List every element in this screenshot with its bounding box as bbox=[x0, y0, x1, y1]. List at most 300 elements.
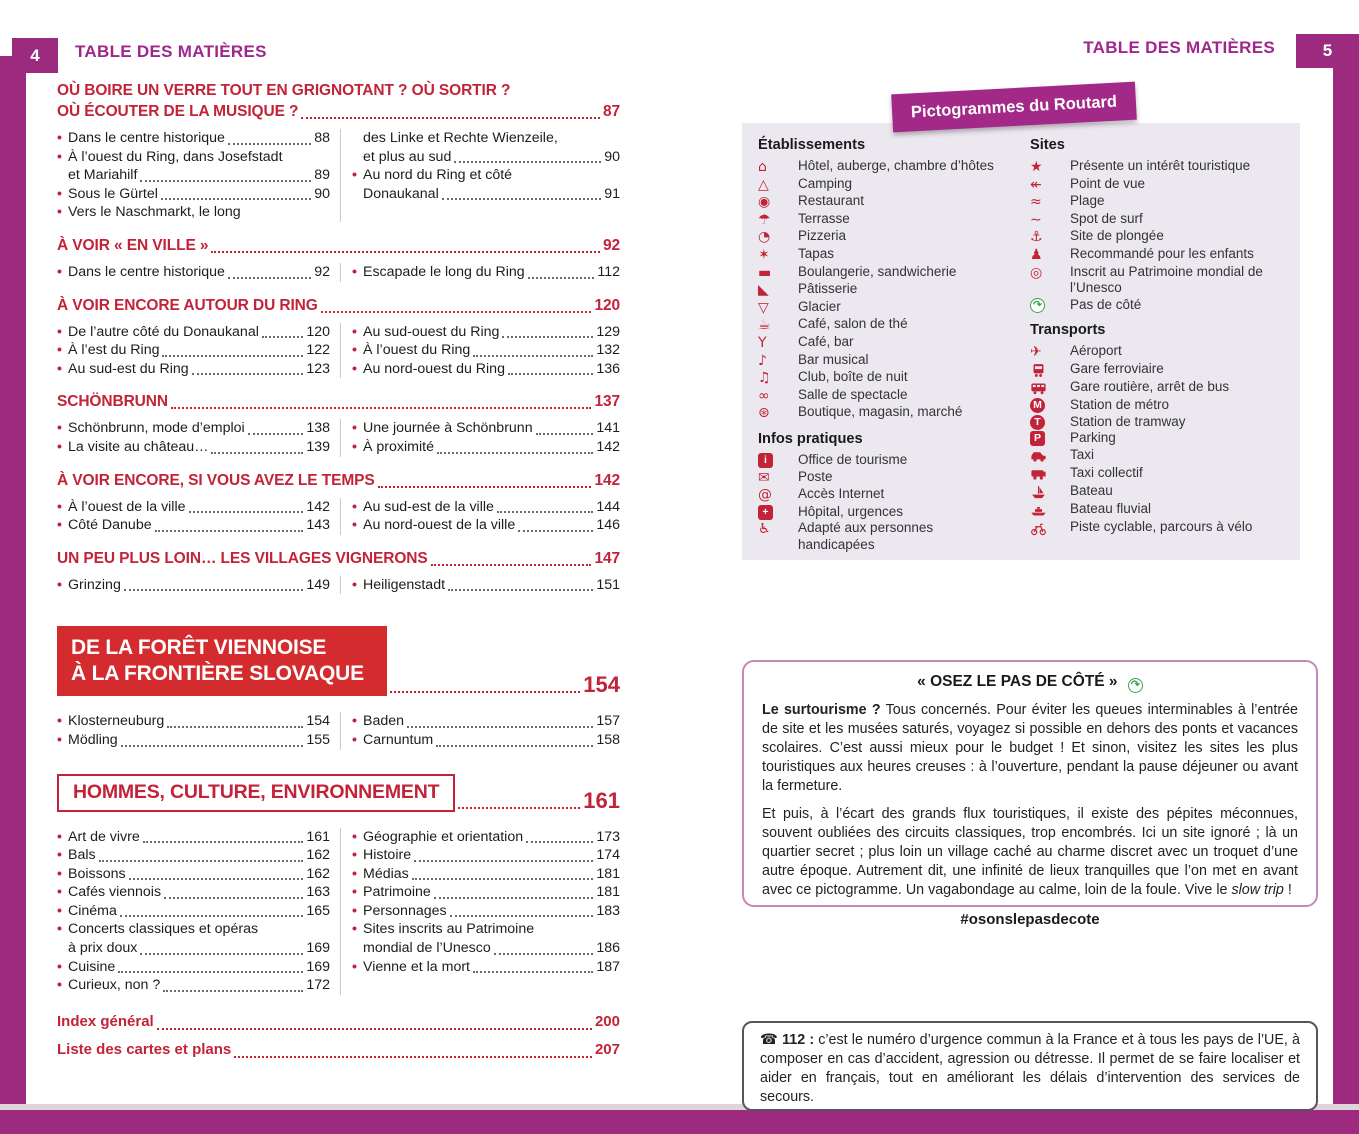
toc-column-right bbox=[340, 828, 620, 995]
dotted-leader bbox=[390, 691, 580, 693]
legend-item-label: Site de plongée bbox=[1070, 228, 1164, 244]
pas-de-cote-icon: ↷ bbox=[1128, 678, 1143, 693]
legend-item bbox=[1030, 297, 1284, 314]
toc-entry bbox=[57, 148, 330, 167]
legend-item-label: Plage bbox=[1070, 193, 1105, 209]
outlined-chapter-row bbox=[57, 774, 620, 812]
bullet: • bbox=[57, 713, 62, 730]
legend-item-label: Camping bbox=[798, 175, 853, 191]
bullet: • bbox=[57, 204, 62, 221]
legend-item-label: Présente un intérêt touristique bbox=[1070, 158, 1251, 173]
toc-entry bbox=[352, 498, 620, 517]
legend-columns bbox=[758, 137, 1284, 562]
cafe-bar-icon: Y bbox=[758, 334, 767, 351]
legend-item-label: Café, bar bbox=[798, 333, 854, 349]
dotted-leader bbox=[448, 589, 593, 591]
bullet: • bbox=[57, 921, 62, 938]
legend-item bbox=[758, 281, 1018, 299]
toc-heading-title: À VOIR « EN VILLE » bbox=[57, 236, 209, 254]
legend-ribbon: Pictogrammes du Routard bbox=[891, 82, 1137, 133]
legend-item bbox=[1030, 246, 1284, 264]
bullet: • bbox=[352, 342, 357, 359]
toc-entry bbox=[352, 129, 620, 148]
dotted-leader bbox=[301, 117, 600, 119]
taxi-collectif-icon bbox=[1030, 465, 1070, 483]
feature-chapter bbox=[57, 626, 620, 749]
entry-label: Dans le centre historique bbox=[68, 263, 225, 280]
legend-item bbox=[758, 246, 1018, 264]
toc-entry bbox=[57, 419, 330, 438]
toc-entry bbox=[57, 731, 330, 750]
entry-page: 151 bbox=[596, 576, 620, 593]
bullet: • bbox=[57, 323, 62, 340]
dotted-leader bbox=[494, 953, 594, 955]
entry-label: Heiligenstadt bbox=[363, 576, 446, 593]
legend-item bbox=[1030, 447, 1284, 465]
bullet: • bbox=[352, 438, 357, 455]
entry-label: Au sud-ouest du Ring bbox=[363, 323, 500, 340]
paragraph-text: Et puis, à l’écart des grands flux touristiques, il existe des pépites méconnues, souvent oubliées des circuits classiques, trop encombrés. Ici un site ignoré ; là un quartier secret ; plus loin un village caché au charme discret avec un troquet d’une autre époque. Autrement dit, une infinité de lieux tranquilles que l’on met en avant avec ce pictogramme. Un vagabondage au calme, loin de la foule. Vive le bbox=[762, 806, 1298, 898]
toc-heading-row bbox=[57, 391, 620, 412]
toc-section-heading bbox=[57, 295, 620, 316]
entry-page: 129 bbox=[596, 323, 620, 340]
entry-page: 146 bbox=[596, 517, 620, 534]
legend-item-label: Accès Internet bbox=[798, 486, 885, 502]
entry-label: Histoire bbox=[363, 847, 412, 864]
dotted-leader bbox=[436, 745, 593, 747]
emergency-text: c’est le numéro d’urgence commun à la France et à tous les pays de l’UE, à composer en cas d’accident, agression ou détresse. Il permet de se faire localiser et aider en français, tout en améliorant les délais d’intervention des services de secours. bbox=[760, 1032, 1300, 1105]
legend-item-label: Restaurant bbox=[798, 193, 865, 209]
toc-entry bbox=[352, 731, 620, 750]
feature-entry-columns bbox=[57, 712, 620, 749]
entry-page: 161 bbox=[306, 828, 330, 845]
bullet: • bbox=[352, 498, 357, 515]
entry-label: Donaukanal bbox=[363, 185, 439, 202]
legend-item bbox=[758, 369, 1018, 387]
legend-item bbox=[758, 334, 1018, 352]
toc-heading-page: 87 bbox=[602, 103, 620, 120]
legend-group bbox=[758, 431, 1018, 554]
legend-item bbox=[758, 387, 1018, 405]
entry-page: 142 bbox=[596, 438, 620, 455]
entry-page: 162 bbox=[306, 847, 330, 864]
feature-chapter-page: 154 bbox=[583, 672, 620, 698]
toc-heading-row bbox=[57, 548, 620, 569]
toc-section bbox=[57, 470, 620, 535]
dotted-leader bbox=[412, 878, 594, 880]
entry-label: La visite au château… bbox=[68, 438, 209, 455]
bullet: • bbox=[352, 420, 357, 437]
entry-page: 181 bbox=[596, 884, 620, 901]
entry-label: Boissons bbox=[68, 865, 126, 882]
toc-column-right bbox=[340, 498, 620, 535]
legend-item-label: Recommandé pour les enfants bbox=[1070, 245, 1254, 261]
entry-label: mondial de l’Unesco bbox=[363, 940, 491, 957]
dotted-leader bbox=[162, 355, 303, 357]
pas-de-cote-icon: ↷ bbox=[1030, 297, 1070, 313]
toc-entry bbox=[352, 920, 620, 939]
dotted-leader bbox=[248, 433, 304, 435]
legend-item bbox=[758, 520, 1018, 553]
dotted-leader bbox=[118, 971, 303, 973]
toc-entry-columns bbox=[57, 576, 620, 595]
legend-item bbox=[1030, 228, 1284, 246]
paragraph-text: Tous concernés. Pour éviter les queues interminables à l’entrée de site et les musées saturés, voyagez si possible en dehors des ponts et vacances scolaires. C’est aussi mieux pour le budget ! Et sinon, visitez les sites les plus touristiques aux heures creuses : à l’ouverture, pendant la pause déjeuner ou avant la fermeture. bbox=[762, 702, 1298, 794]
legend-group-heading: Infos pratiques bbox=[758, 430, 863, 447]
bar-musical-icon: ♪ bbox=[758, 352, 767, 369]
glacier-icon: ▽ bbox=[758, 299, 769, 316]
legend-item-label: Salle de spectacle bbox=[798, 386, 908, 402]
toc-column-left bbox=[57, 129, 340, 222]
toc-entry bbox=[57, 185, 330, 204]
bullet: • bbox=[352, 921, 357, 938]
dotted-leader bbox=[473, 355, 593, 357]
legend-item bbox=[1030, 343, 1284, 361]
entry-page: 91 bbox=[604, 185, 620, 202]
entry-label: Carnuntum bbox=[363, 731, 434, 748]
legend-item bbox=[1030, 264, 1284, 297]
toc-entry-columns bbox=[57, 263, 620, 282]
bullet: • bbox=[57, 130, 62, 146]
right-edge-bar bbox=[1333, 52, 1359, 1134]
entry-label: Sous le Gürtel bbox=[68, 185, 158, 202]
toc-entry bbox=[352, 341, 620, 360]
toc-heading-title: SCHÖNBRUNN bbox=[57, 393, 168, 411]
toc-entry bbox=[57, 576, 330, 595]
legend-item-label: Piste cyclable, parcours à vélo bbox=[1070, 518, 1253, 534]
toc-heading-title: À VOIR ENCORE, SI VOUS AVEZ LE TEMPS bbox=[57, 471, 375, 489]
entry-page: 169 bbox=[306, 958, 330, 975]
entry-page: 123 bbox=[306, 360, 330, 377]
legend-item-label: Bar musical bbox=[798, 351, 869, 367]
legend-item-label: Hôtel, auberge, chambre d’hôtes bbox=[798, 158, 994, 173]
entry-page: 122 bbox=[306, 342, 330, 359]
bullet: • bbox=[352, 847, 357, 864]
toc-section-heading bbox=[57, 235, 620, 256]
entry-label: Concerts classiques et opéras bbox=[68, 921, 259, 938]
entry-page: 154 bbox=[306, 713, 330, 730]
legend-item-label: Pas de côté bbox=[1070, 296, 1142, 312]
legend-item bbox=[758, 193, 1018, 211]
legend-item bbox=[1030, 379, 1284, 397]
legend-item-label: Pâtisserie bbox=[798, 281, 858, 297]
dotted-leader bbox=[536, 433, 594, 435]
toc-column-right bbox=[340, 129, 620, 222]
entry-label: Médias bbox=[363, 865, 409, 882]
toc-entry bbox=[352, 712, 620, 731]
bullet: • bbox=[352, 828, 357, 845]
entry-page: 169 bbox=[306, 940, 330, 957]
legend-group-heading: Sites bbox=[1030, 137, 1065, 153]
entry-page: 165 bbox=[306, 902, 330, 919]
entry-page: 183 bbox=[596, 902, 620, 919]
entry-label: Schönbrunn, mode d’emploi bbox=[68, 420, 245, 437]
bullet: • bbox=[57, 902, 62, 919]
entry-page: 187 bbox=[596, 958, 620, 975]
gare-ferroviaire-icon bbox=[1030, 361, 1070, 379]
entry-label: Vers le Naschmarkt, le long bbox=[68, 204, 241, 221]
legend-item bbox=[758, 504, 1018, 521]
bateau-icon bbox=[1030, 483, 1070, 501]
entry-label: À l’ouest du Ring, dans Josefstadt bbox=[68, 148, 283, 165]
entry-page: 141 bbox=[596, 420, 620, 437]
toc-entry bbox=[352, 148, 620, 167]
patisserie-icon: ◣ bbox=[758, 282, 769, 299]
bullet: • bbox=[352, 323, 357, 340]
toc-column-left bbox=[57, 828, 340, 995]
toc-column-right bbox=[340, 263, 620, 282]
bullet: • bbox=[57, 438, 62, 455]
dotted-leader bbox=[228, 277, 311, 279]
toc-entry bbox=[352, 576, 620, 595]
entry-page: 144 bbox=[596, 498, 620, 515]
toc-section bbox=[57, 548, 620, 595]
plage-icon: ≈ bbox=[1030, 194, 1042, 211]
bullet: • bbox=[57, 977, 62, 994]
dotted-leader bbox=[211, 452, 303, 454]
entry-page: 136 bbox=[596, 360, 620, 377]
enfants-icon: ♟ bbox=[1030, 246, 1043, 263]
entry-label: Escapade le long du Ring bbox=[363, 263, 525, 280]
entry-label: et plus au sud bbox=[363, 148, 452, 165]
legend-item bbox=[1030, 193, 1284, 211]
toc-column-right bbox=[340, 419, 620, 456]
bullet: • bbox=[57, 498, 62, 515]
entry-label: Au sud-est de la ville bbox=[363, 498, 494, 515]
outlined-chapter bbox=[57, 774, 620, 995]
entry-page: 88 bbox=[314, 130, 330, 146]
entry-label: Patrimoine bbox=[363, 884, 431, 901]
footer-link-row bbox=[57, 1011, 620, 1033]
legend-item bbox=[1030, 501, 1284, 519]
toc-entry bbox=[352, 323, 620, 342]
toc-entry bbox=[57, 341, 330, 360]
bullet: • bbox=[57, 865, 62, 882]
bottom-bar bbox=[0, 1110, 1359, 1134]
dotted-leader bbox=[192, 373, 304, 375]
toc-heading-page: 92 bbox=[602, 236, 620, 254]
legend-item-label: Station de métro bbox=[1070, 396, 1170, 412]
legend-group bbox=[758, 137, 1018, 422]
entry-label: Grinzing bbox=[68, 576, 121, 593]
feature-chapter-title-block bbox=[57, 626, 387, 696]
legend-item bbox=[1030, 211, 1284, 229]
toc-heading-title: UN PEU PLUS LOIN… LES VILLAGES VIGNERONS bbox=[57, 549, 428, 567]
entry-page: 163 bbox=[306, 884, 330, 901]
legend-item bbox=[1030, 397, 1284, 414]
dotted-leader bbox=[450, 915, 594, 917]
paragraph-lead: Le surtourisme ? bbox=[762, 702, 881, 718]
legend-items bbox=[1030, 158, 1284, 313]
legend-item bbox=[758, 211, 1018, 229]
legend-group bbox=[1030, 322, 1284, 536]
toc-entry bbox=[352, 419, 620, 438]
toc-entry-columns bbox=[57, 419, 620, 456]
dotted-leader bbox=[234, 1056, 592, 1058]
toc-entry bbox=[57, 712, 330, 731]
toc-section-heading bbox=[57, 470, 620, 491]
emergency-lead: ☎ 112 : bbox=[760, 1032, 815, 1048]
legend-item bbox=[1030, 176, 1284, 194]
dotted-leader bbox=[163, 990, 303, 992]
toc-section-heading bbox=[57, 80, 620, 122]
legend-item bbox=[758, 299, 1018, 317]
pizzeria-icon: ◔ bbox=[758, 229, 771, 246]
club-icon: ♫ bbox=[758, 370, 771, 387]
dotted-leader bbox=[189, 511, 304, 513]
dotted-leader bbox=[497, 511, 593, 513]
dotted-leader bbox=[508, 373, 593, 375]
outlined-chapter-title: HOMMES, CULTURE, ENVIRONNEMENT bbox=[57, 774, 455, 812]
legend-group-heading: Établissements bbox=[758, 137, 866, 153]
entry-label: Au nord-ouest de la ville bbox=[363, 517, 516, 534]
toc-entry bbox=[352, 516, 620, 535]
toc-entry bbox=[57, 958, 330, 977]
running-head-left: TABLE DES MATIÈRES bbox=[75, 42, 267, 61]
sidestep-title-text: « OSEZ LE PAS DE CÔTÉ » bbox=[917, 673, 1118, 690]
gare-routiere-icon bbox=[1030, 379, 1070, 397]
entry-page: 172 bbox=[306, 977, 330, 994]
feature-chapter-row bbox=[57, 626, 620, 696]
entry-page: 132 bbox=[596, 342, 620, 359]
entry-label: et Mariahilf bbox=[68, 167, 138, 184]
camping-icon: △ bbox=[758, 176, 769, 193]
unesco-icon: ◎ bbox=[1030, 264, 1043, 281]
legend-items bbox=[1030, 343, 1284, 536]
toc-heading-title: À VOIR ENCORE AUTOUR DU RING bbox=[57, 296, 318, 314]
entry-label: Mödling bbox=[68, 731, 118, 748]
entry-page: 155 bbox=[306, 731, 330, 748]
dotted-leader bbox=[321, 311, 592, 313]
bullet: • bbox=[352, 884, 357, 901]
entry-label: Au nord du Ring et côté bbox=[363, 167, 513, 184]
site-plongee-icon: ⚓ bbox=[1030, 229, 1043, 246]
dotted-leader bbox=[526, 841, 593, 843]
entry-label: à prix doux bbox=[68, 940, 138, 957]
entry-page: 174 bbox=[596, 847, 620, 864]
entry-page: 120 bbox=[306, 323, 330, 340]
handicap-icon: ♿ bbox=[758, 521, 771, 538]
toc-column-right bbox=[340, 576, 620, 595]
dotted-leader bbox=[437, 452, 593, 454]
toc-entry bbox=[352, 438, 620, 457]
toc-heading-page: 147 bbox=[594, 549, 620, 567]
toc-entry bbox=[352, 360, 620, 379]
pictogram-legend bbox=[742, 123, 1300, 560]
entry-label: Géographie et orientation bbox=[363, 828, 524, 845]
entry-label: Cafés viennois bbox=[68, 884, 162, 901]
legend-item-label: Gare routière, arrêt de bus bbox=[1070, 378, 1230, 394]
legend-item-label: Spot de surf bbox=[1070, 210, 1143, 226]
point-de-vue-icon: ↞ bbox=[1030, 176, 1042, 193]
legend-item-label: Taxi bbox=[1070, 446, 1095, 462]
toc-column-left bbox=[57, 712, 340, 749]
salle-spectacle-icon: ∞ bbox=[758, 387, 770, 404]
dotted-leader bbox=[414, 860, 593, 862]
toc-column-right bbox=[340, 712, 620, 749]
legend-item-label: Tapas bbox=[798, 245, 835, 261]
legend-item bbox=[758, 176, 1018, 194]
toc-entry bbox=[352, 939, 620, 958]
legend-item bbox=[758, 352, 1018, 370]
entry-page: 186 bbox=[596, 940, 620, 957]
legend-item-label: Boulangerie, sandwicherie bbox=[798, 263, 957, 279]
legend-item-label: Point de vue bbox=[1070, 175, 1146, 191]
bullet: • bbox=[57, 342, 62, 359]
entry-label: Cuisine bbox=[68, 958, 116, 975]
toc-entry bbox=[57, 902, 330, 921]
toc-entry bbox=[352, 883, 620, 902]
entry-label: À proximité bbox=[363, 438, 434, 455]
toc-entry bbox=[57, 498, 330, 517]
boutique-icon: ⊛ bbox=[758, 405, 770, 422]
paragraph-text: ! bbox=[1283, 882, 1292, 898]
aeroport-icon: ✈ bbox=[1030, 344, 1042, 361]
toc-heading-title: OÙ ÉCOUTER DE LA MUSIQUE ? bbox=[57, 103, 299, 120]
dotted-leader bbox=[164, 897, 303, 899]
toc-entry-columns bbox=[57, 498, 620, 535]
entry-label: Une journée à Schönbrunn bbox=[363, 420, 533, 437]
toc-entry bbox=[352, 828, 620, 847]
toc-section-heading bbox=[57, 548, 620, 569]
bullet: • bbox=[57, 828, 62, 845]
entry-page: 181 bbox=[596, 865, 620, 882]
legend-item-label: Bateau bbox=[1070, 482, 1113, 498]
toc-entry bbox=[57, 939, 330, 958]
legend-item-label: Inscrit au Patrimoine mondial de l’Unesco bbox=[1070, 263, 1263, 296]
taxi-icon bbox=[1030, 447, 1070, 465]
toc-entry-columns bbox=[57, 129, 620, 222]
bullet: • bbox=[352, 865, 357, 882]
bullet: • bbox=[57, 576, 62, 593]
legend-item-label: Club, boîte de nuit bbox=[798, 369, 908, 385]
legend-item-label: Boutique, magasin, marché bbox=[798, 404, 963, 420]
legend-group-heading: Transports bbox=[1030, 322, 1106, 339]
bullet: • bbox=[352, 958, 357, 975]
entry-label: Baden bbox=[363, 713, 405, 730]
toc-entry bbox=[57, 976, 330, 995]
toc-entry bbox=[57, 846, 330, 865]
page-number-left: 4 bbox=[12, 38, 58, 73]
legend-item bbox=[1030, 465, 1284, 483]
entry-page: 90 bbox=[314, 185, 330, 202]
toc-section bbox=[57, 80, 620, 222]
entry-label: Bals bbox=[68, 847, 96, 864]
bullet: • bbox=[352, 517, 357, 534]
legend-items bbox=[758, 452, 1018, 554]
legend-item-label: Terrasse bbox=[798, 210, 850, 226]
outlined-chapter-page: 161 bbox=[583, 787, 620, 813]
dotted-leader bbox=[434, 897, 594, 899]
toc-heading-row bbox=[57, 470, 620, 491]
legend-item-label: Poste bbox=[798, 468, 833, 484]
legend-item-label: Café, salon de thé bbox=[798, 316, 908, 332]
toc-heading-line: OÙ BOIRE UN VERRE TOUT EN GRIGNOTANT ? OÙ SORTIR ? bbox=[57, 82, 511, 99]
station-tramway-icon: T bbox=[1030, 414, 1070, 430]
dotted-leader bbox=[167, 726, 303, 728]
piste-cyclable-icon bbox=[1030, 519, 1070, 537]
legend-item-label: Adapté aux personnes handicapées bbox=[798, 520, 934, 552]
legend-item-label: Office de tourisme bbox=[798, 451, 908, 467]
dotted-leader bbox=[211, 251, 600, 253]
toc-entry bbox=[57, 203, 330, 222]
footer-link-page: 200 bbox=[594, 1012, 620, 1030]
dotted-leader bbox=[157, 1028, 592, 1030]
toc-section bbox=[57, 235, 620, 282]
dotted-leader bbox=[262, 336, 303, 338]
sidestep-box-title bbox=[762, 673, 1298, 693]
dotted-leader bbox=[473, 971, 593, 973]
